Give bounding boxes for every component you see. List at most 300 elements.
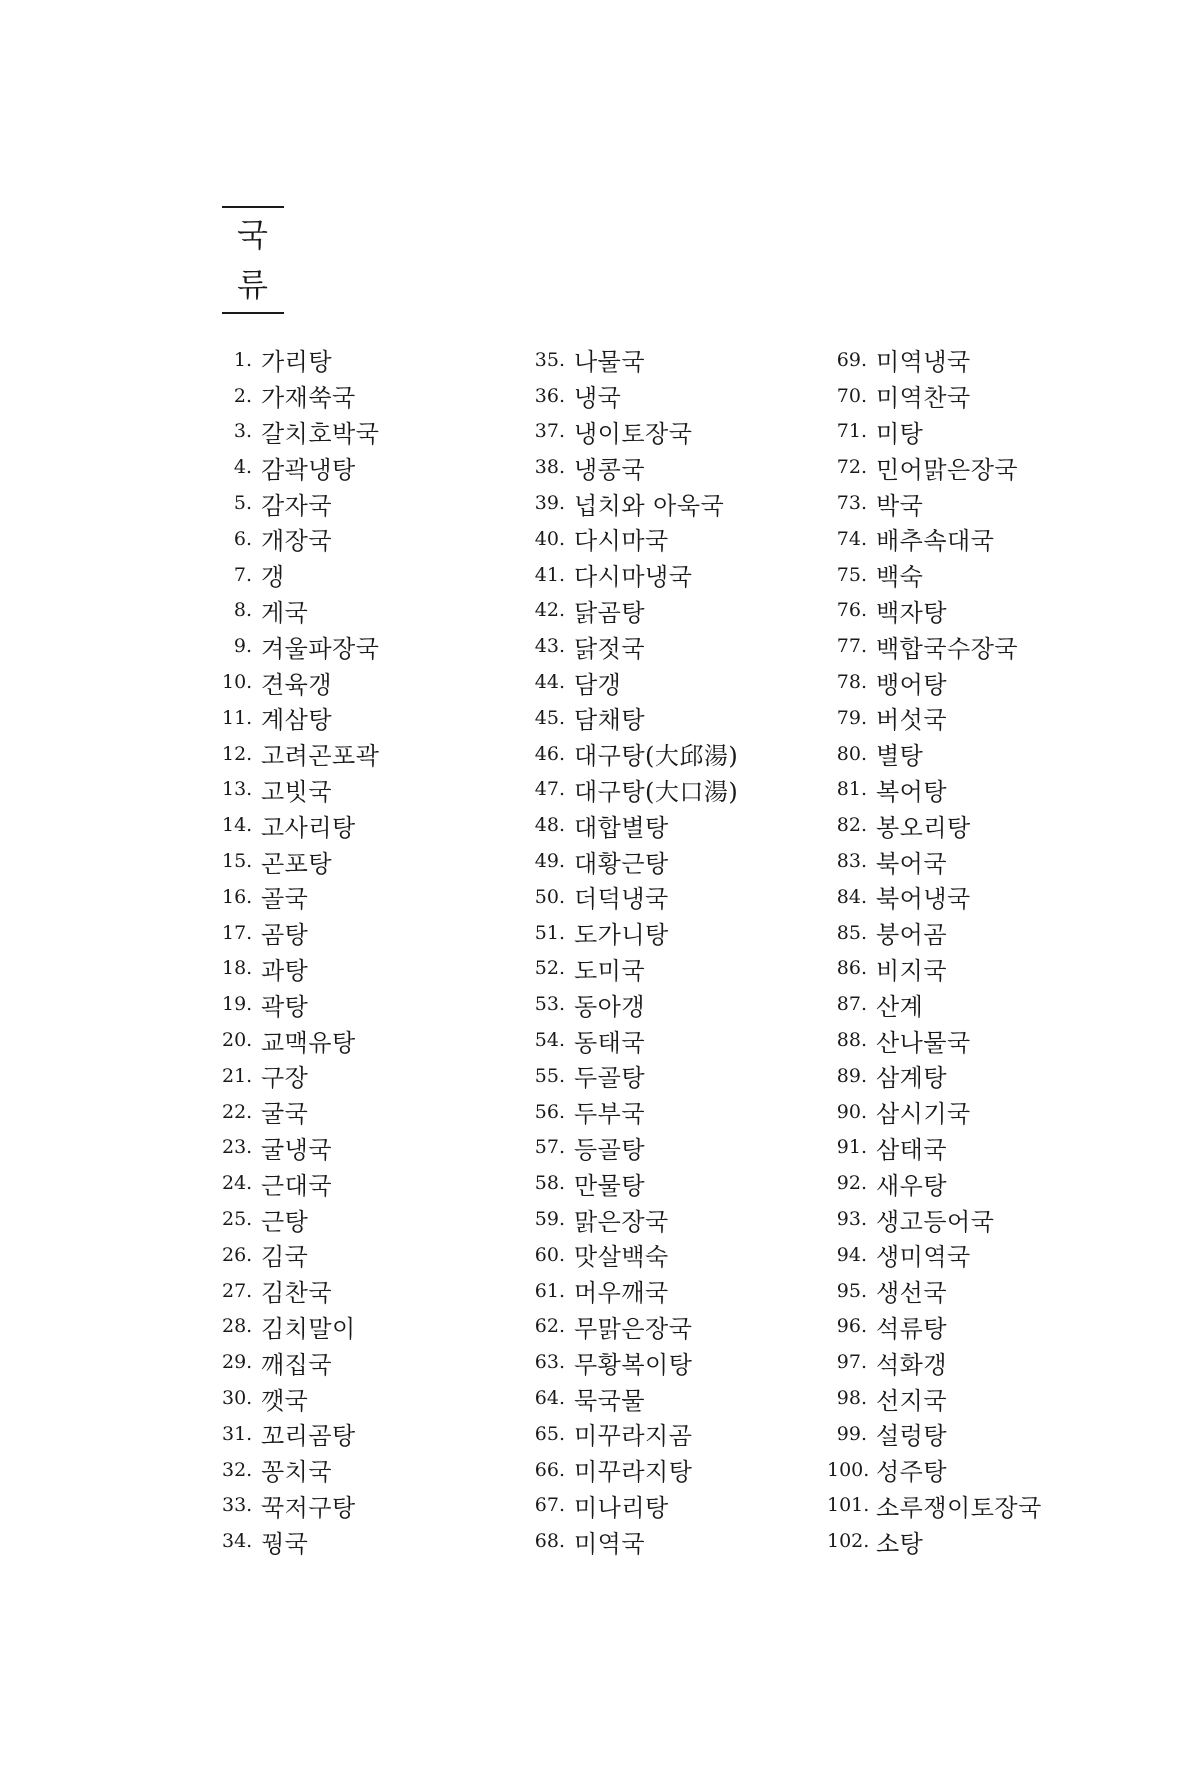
list-item — [525, 1344, 738, 1380]
item-number: 83. — [836, 850, 867, 873]
item-name: 성주탕 — [876, 1458, 948, 1487]
list-item — [827, 1201, 1042, 1237]
item-number: 55. — [534, 1064, 565, 1087]
list-item — [222, 736, 379, 772]
item-name: 꿩국 — [261, 1529, 309, 1558]
item-number: 102. — [827, 1530, 870, 1553]
item-number: 52. — [534, 957, 565, 980]
item-name: 계삼탕 — [261, 706, 333, 735]
list-item — [525, 1309, 738, 1345]
list-item — [525, 951, 738, 987]
item-number: 30. — [222, 1387, 253, 1409]
item-name: 등골탕 — [574, 1135, 646, 1164]
item-number: 59. — [534, 1208, 565, 1231]
list-item — [827, 1344, 1042, 1380]
list-item — [525, 1201, 738, 1237]
item-name: 김치말이 — [261, 1314, 356, 1343]
item-name: 두부국 — [574, 1100, 646, 1129]
item-number: 77. — [836, 635, 867, 658]
item-name: 삼시기국 — [876, 1100, 971, 1129]
item-number: 84. — [836, 885, 867, 908]
item-name: 담갱 — [574, 670, 622, 699]
list-item — [222, 485, 379, 521]
list-item — [827, 986, 1042, 1022]
section-title: 국류 — [237, 216, 269, 304]
item-name: 비지국 — [876, 956, 948, 985]
item-number: 91. — [836, 1136, 867, 1159]
item-name: 동아갱 — [574, 992, 646, 1021]
item-number: 2. — [233, 384, 252, 407]
list-item — [827, 1452, 1042, 1488]
item-number: 12. — [222, 742, 253, 765]
item-number: 76. — [836, 599, 867, 622]
list-item — [827, 807, 1042, 843]
item-number: 80. — [836, 742, 867, 765]
item-number: 99. — [836, 1422, 867, 1445]
list-item — [525, 1094, 738, 1130]
item-number: 24. — [222, 1172, 253, 1195]
item-name: 생고등어국 — [876, 1207, 995, 1236]
item-name: 감곽냉탕 — [261, 455, 356, 484]
item-number: 75. — [836, 563, 867, 586]
list-item — [827, 1094, 1042, 1130]
list-item — [525, 593, 738, 629]
item-number: 87. — [836, 993, 867, 1016]
item-number: 40. — [534, 527, 565, 550]
item-number: 68. — [534, 1530, 565, 1553]
list-item — [827, 843, 1042, 879]
item-name: 삼태국 — [876, 1135, 948, 1164]
item-name: 대구탕(大邱湯) — [574, 742, 739, 771]
list-item — [525, 1452, 738, 1488]
item-number: 50. — [534, 885, 565, 908]
list-item — [222, 1130, 379, 1166]
item-number: 42. — [534, 599, 565, 622]
list-column-2 — [525, 342, 738, 1559]
item-name: 봉오리탕 — [876, 813, 971, 842]
item-name: 담채탕 — [574, 706, 646, 735]
item-number: 61. — [534, 1279, 565, 1302]
item-name: 미꾸라지곰 — [574, 1422, 693, 1451]
item-name: 버섯국 — [876, 706, 948, 735]
item-number: 95. — [836, 1279, 867, 1302]
item-number: 93. — [836, 1208, 867, 1231]
item-number: 1. — [233, 348, 252, 371]
item-number: 20. — [222, 1029, 253, 1052]
list-item — [525, 449, 738, 485]
item-number: 57. — [534, 1136, 565, 1159]
list-item — [525, 1273, 738, 1309]
list-item — [525, 521, 738, 557]
item-number: 45. — [534, 706, 565, 729]
item-name: 냉국 — [574, 384, 622, 413]
item-name: 새우탕 — [876, 1171, 948, 1200]
item-name: 다시마국 — [574, 527, 669, 556]
item-name: 소루쟁이토장국 — [876, 1493, 1042, 1522]
list-item — [525, 1165, 738, 1201]
item-name: 가리탕 — [261, 348, 333, 377]
item-number: 78. — [836, 671, 867, 694]
item-name: 맑은장국 — [574, 1207, 669, 1236]
list-item — [525, 1022, 738, 1058]
item-number: 13. — [222, 778, 253, 801]
item-number: 81. — [836, 778, 867, 801]
item-name: 미탕 — [876, 419, 924, 448]
list-item — [222, 557, 379, 593]
item-name: 나물국 — [574, 348, 646, 377]
item-name: 굴냉국 — [261, 1135, 333, 1164]
item-number: 21. — [222, 1064, 253, 1087]
item-name: 더덕냉국 — [574, 885, 669, 914]
list-item — [827, 1022, 1042, 1058]
list-item — [222, 1237, 379, 1273]
list-item — [525, 1416, 738, 1452]
item-name: 넙치와 아욱국 — [574, 491, 725, 520]
item-number: 49. — [534, 850, 565, 873]
item-number: 18. — [222, 957, 253, 980]
list-item — [827, 557, 1042, 593]
item-number: 19. — [222, 993, 253, 1016]
list-item — [827, 772, 1042, 808]
list-column-3 — [827, 342, 1042, 1559]
list-item — [222, 1416, 379, 1452]
item-number: 6. — [233, 527, 252, 550]
item-name: 백자탕 — [876, 598, 948, 627]
list-item — [525, 807, 738, 843]
list-item — [827, 700, 1042, 736]
item-name: 개장국 — [261, 527, 333, 556]
list-item — [827, 664, 1042, 700]
item-number: 90. — [836, 1100, 867, 1123]
item-number: 34. — [222, 1530, 253, 1553]
list-item — [525, 485, 738, 521]
list-item — [222, 915, 379, 951]
list-item — [222, 378, 379, 414]
item-name: 게국 — [261, 598, 309, 627]
item-number: 36. — [534, 384, 565, 407]
item-name: 과탕 — [261, 956, 309, 985]
item-name: 석화갱 — [876, 1350, 948, 1379]
item-name: 곤포탕 — [261, 849, 333, 878]
list-item — [222, 1523, 379, 1559]
list-column-1 — [222, 342, 379, 1559]
item-name: 선지국 — [876, 1386, 948, 1415]
section-heading — [222, 206, 284, 314]
item-name: 미꾸라지탕 — [574, 1458, 693, 1487]
item-number: 62. — [534, 1315, 565, 1338]
item-number: 89. — [836, 1064, 867, 1087]
list-item — [827, 1488, 1042, 1524]
item-number: 100. — [827, 1458, 870, 1481]
item-number: 79. — [836, 706, 867, 729]
item-number: 31. — [222, 1422, 253, 1445]
item-number: 9. — [233, 635, 252, 658]
item-number: 4. — [233, 456, 252, 479]
list-item — [525, 628, 738, 664]
list-item — [525, 1237, 738, 1273]
item-number: 71. — [836, 420, 867, 443]
item-name: 닭젓국 — [574, 634, 646, 663]
list-item — [222, 951, 379, 987]
item-number: 92. — [836, 1172, 867, 1195]
list-item — [525, 378, 738, 414]
item-name: 무맑은장국 — [574, 1314, 693, 1343]
list-item — [827, 951, 1042, 987]
item-name: 갈치호박국 — [261, 419, 380, 448]
list-item — [525, 1523, 738, 1559]
item-name: 소탕 — [876, 1529, 924, 1558]
item-name: 꾹저구탕 — [261, 1493, 356, 1522]
item-name: 붕어곰 — [876, 921, 948, 950]
item-number: 66. — [534, 1458, 565, 1481]
item-name: 도가니탕 — [574, 921, 669, 950]
item-number: 8. — [233, 599, 252, 622]
item-number: 23. — [222, 1136, 253, 1159]
item-name: 무황복이탕 — [574, 1350, 693, 1379]
item-number: 7. — [233, 563, 252, 586]
list-item — [827, 1165, 1042, 1201]
item-number: 73. — [836, 492, 867, 515]
item-name: 고사리탕 — [261, 813, 356, 842]
item-number: 35. — [534, 348, 565, 371]
list-item — [827, 342, 1042, 378]
item-number: 72. — [836, 456, 867, 479]
item-number: 37. — [534, 420, 565, 443]
list-item — [827, 736, 1042, 772]
item-name: 닭곰탕 — [574, 598, 646, 627]
item-name: 북어국 — [876, 849, 948, 878]
list-item — [222, 1165, 379, 1201]
item-number: 54. — [534, 1029, 565, 1052]
item-name: 두골탕 — [574, 1064, 646, 1093]
list-item — [222, 700, 379, 736]
list-item — [222, 1094, 379, 1130]
list-item — [525, 414, 738, 450]
list-item — [525, 843, 738, 879]
list-item — [222, 1488, 379, 1524]
item-name: 생미역국 — [876, 1243, 971, 1272]
item-name: 대합별탕 — [574, 813, 669, 842]
list-item — [525, 1380, 738, 1416]
list-item — [827, 449, 1042, 485]
item-number: 88. — [836, 1029, 867, 1052]
item-name: 고려곤포곽 — [261, 742, 380, 771]
list-item — [222, 449, 379, 485]
item-name: 산계 — [876, 992, 924, 1021]
item-number: 96. — [836, 1315, 867, 1338]
item-number: 38. — [534, 456, 565, 479]
list-item — [222, 807, 379, 843]
list-item — [827, 1416, 1042, 1452]
item-number: 29. — [222, 1351, 253, 1374]
item-number: 65. — [534, 1422, 565, 1445]
list-item — [827, 1309, 1042, 1345]
item-name: 대황근탕 — [574, 849, 669, 878]
item-number: 41. — [534, 563, 565, 586]
item-number: 70. — [836, 384, 867, 407]
list-item — [827, 1237, 1042, 1273]
item-name: 곽탕 — [261, 992, 309, 1021]
list-item — [222, 1380, 379, 1416]
item-number: 98. — [836, 1387, 867, 1409]
item-number: 25. — [222, 1208, 253, 1231]
item-name: 생선국 — [876, 1279, 948, 1308]
item-name: 구장 — [261, 1064, 309, 1093]
list-item — [222, 414, 379, 450]
list-item — [525, 1130, 738, 1166]
item-number: 46. — [534, 742, 565, 765]
list-item — [222, 879, 379, 915]
item-name: 미역국 — [574, 1529, 646, 1558]
list-item — [222, 521, 379, 557]
item-name: 뱅어탕 — [876, 670, 948, 699]
list-item — [827, 1273, 1042, 1309]
list-item — [827, 1380, 1042, 1416]
item-number: 74. — [836, 527, 867, 550]
item-name: 근대국 — [261, 1171, 333, 1200]
item-name: 김찬국 — [261, 1279, 333, 1308]
item-number: 5. — [233, 492, 252, 515]
list-item — [222, 1452, 379, 1488]
list-item — [222, 1058, 379, 1094]
item-number: 15. — [222, 850, 253, 873]
list-item — [222, 843, 379, 879]
list-item — [525, 915, 738, 951]
list-item — [827, 414, 1042, 450]
list-item — [222, 1309, 379, 1345]
item-name: 굴국 — [261, 1100, 309, 1129]
item-number: 69. — [836, 348, 867, 371]
list-item — [222, 1201, 379, 1237]
item-name: 설렁탕 — [876, 1422, 948, 1451]
list-item — [525, 986, 738, 1022]
item-number: 27. — [222, 1279, 253, 1302]
item-number: 51. — [534, 921, 565, 944]
list-item — [222, 342, 379, 378]
item-name: 가재쑥국 — [261, 384, 356, 413]
item-number: 33. — [222, 1494, 253, 1517]
item-number: 56. — [534, 1100, 565, 1123]
item-number: 64. — [534, 1387, 565, 1409]
item-name: 고빗국 — [261, 777, 333, 806]
item-number: 86. — [836, 957, 867, 980]
list-item — [827, 879, 1042, 915]
item-number: 63. — [534, 1351, 565, 1374]
item-number: 44. — [534, 671, 565, 694]
list-item — [525, 772, 738, 808]
item-number: 53. — [534, 993, 565, 1016]
item-name: 근탕 — [261, 1207, 309, 1236]
item-name: 복어탕 — [876, 777, 948, 806]
list-item — [525, 557, 738, 593]
item-name: 북어냉국 — [876, 885, 971, 914]
list-item — [525, 664, 738, 700]
item-number: 67. — [534, 1494, 565, 1517]
item-name: 만물탕 — [574, 1171, 646, 1200]
item-name: 냉콩국 — [574, 455, 646, 484]
item-number: 94. — [836, 1243, 867, 1266]
list-item — [827, 628, 1042, 664]
list-item — [525, 736, 738, 772]
item-name: 머우깨국 — [574, 1279, 669, 1308]
list-item — [222, 1273, 379, 1309]
item-name: 배추속대국 — [876, 527, 995, 556]
item-name: 다시마냉국 — [574, 563, 693, 592]
item-name: 산나물국 — [876, 1028, 971, 1057]
list-item — [827, 593, 1042, 629]
list-item — [222, 628, 379, 664]
item-name: 미나리탕 — [574, 1493, 669, 1522]
item-number: 17. — [222, 921, 253, 944]
list-item — [525, 879, 738, 915]
item-number: 82. — [836, 814, 867, 837]
list-item — [525, 1058, 738, 1094]
item-number: 10. — [222, 671, 253, 694]
item-number: 32. — [222, 1458, 253, 1481]
item-number: 11. — [222, 706, 253, 729]
item-number: 39. — [534, 492, 565, 515]
list-item — [525, 342, 738, 378]
item-name: 별탕 — [876, 742, 924, 771]
item-name: 골국 — [261, 885, 309, 914]
item-name: 묵국물 — [574, 1386, 646, 1415]
item-number: 3. — [233, 420, 252, 443]
item-number: 14. — [222, 814, 253, 837]
item-name: 냉이토장국 — [574, 419, 693, 448]
list-item — [222, 986, 379, 1022]
item-number: 47. — [534, 778, 565, 801]
list-item — [525, 1488, 738, 1524]
item-number: 48. — [534, 814, 565, 837]
list-item — [827, 1523, 1042, 1559]
item-name: 백합국수장국 — [876, 634, 1019, 663]
item-number: 22. — [222, 1100, 253, 1123]
list-item — [222, 772, 379, 808]
heading-bottom-rule — [222, 312, 284, 314]
list-item — [827, 915, 1042, 951]
item-name: 김국 — [261, 1243, 309, 1272]
item-name: 겨울파장국 — [261, 634, 380, 663]
item-name: 백숙 — [876, 563, 924, 592]
item-name: 대구탕(大口湯) — [574, 777, 739, 806]
list-item — [222, 593, 379, 629]
item-name: 교맥유탕 — [261, 1028, 356, 1057]
item-number: 60. — [534, 1243, 565, 1266]
item-number: 85. — [836, 921, 867, 944]
list-item — [827, 485, 1042, 521]
item-number: 16. — [222, 885, 253, 908]
item-name: 미역냉국 — [876, 348, 971, 377]
list-item — [525, 700, 738, 736]
item-name: 곰탕 — [261, 921, 309, 950]
item-name: 깻국 — [261, 1386, 309, 1415]
item-name: 갱 — [261, 563, 285, 592]
list-item — [827, 1058, 1042, 1094]
list-item — [222, 664, 379, 700]
item-number: 97. — [836, 1351, 867, 1374]
item-name: 삼계탕 — [876, 1064, 948, 1093]
item-name: 석류탕 — [876, 1314, 948, 1343]
list-item — [827, 1130, 1042, 1166]
list-item — [222, 1022, 379, 1058]
item-number: 101. — [827, 1494, 870, 1517]
item-name: 깨집국 — [261, 1350, 333, 1379]
item-number: 28. — [222, 1315, 253, 1338]
list-item — [827, 378, 1042, 414]
item-name: 미역찬국 — [876, 384, 971, 413]
item-name: 꽁치국 — [261, 1458, 333, 1487]
item-name: 동태국 — [574, 1028, 646, 1057]
